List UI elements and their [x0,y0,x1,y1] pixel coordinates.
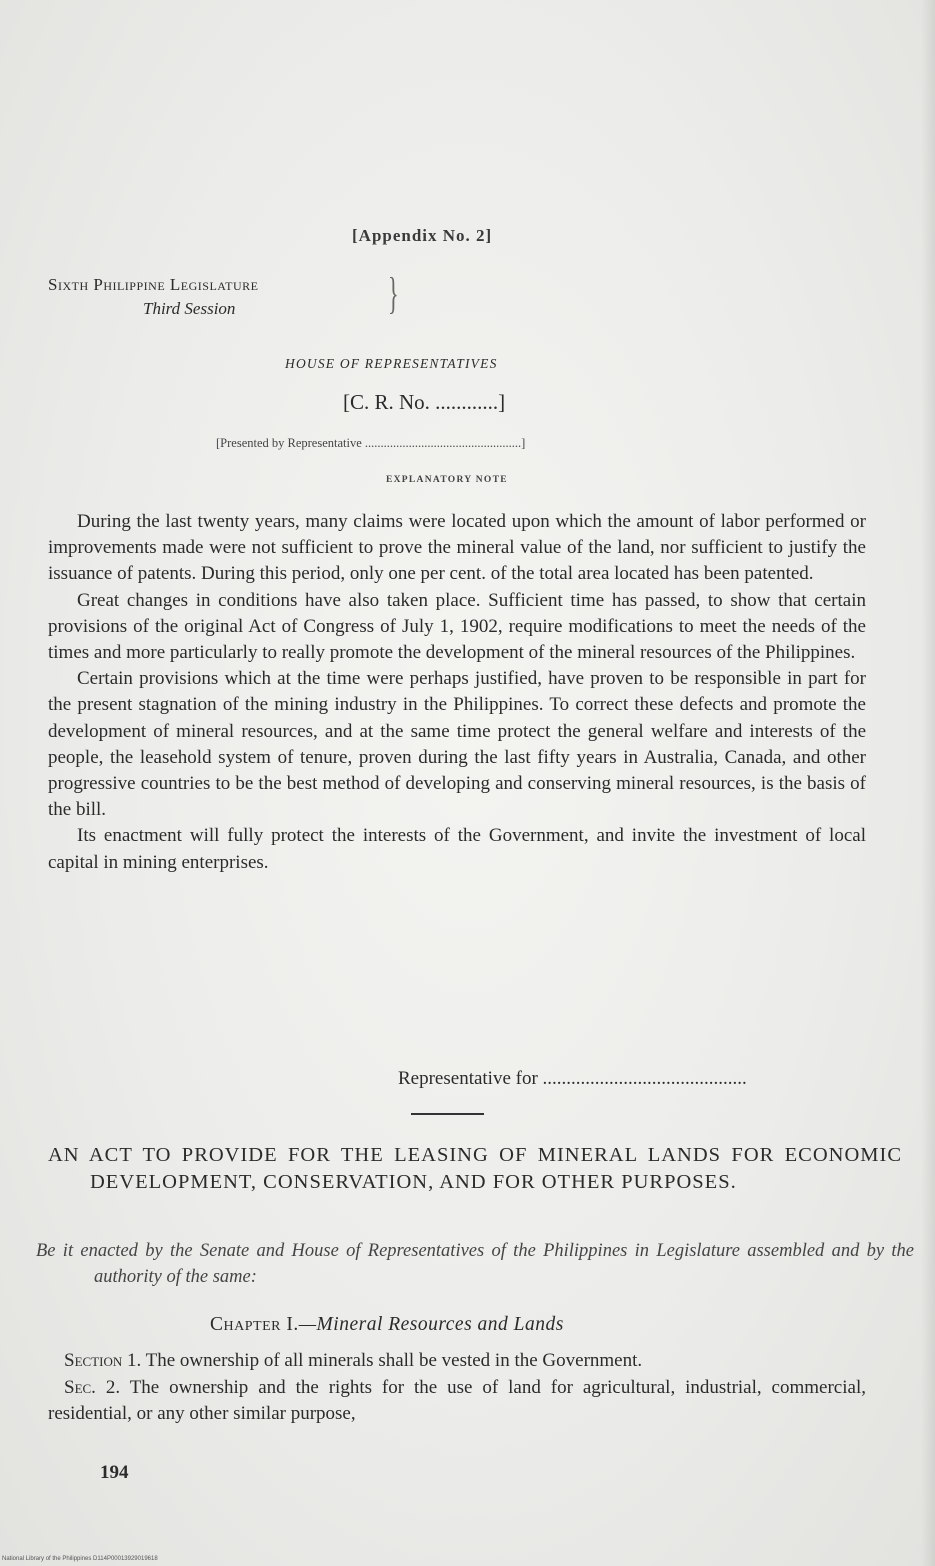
explanatory-paragraph: Great changes in conditions have also taken place. Sufficient time has passed, to show that certain provisions of the original Act of Congress of July 1, 1902, require modifications to meet the needs of the times and more particularly to really promote the development of the mineral resources of the Philippines. [48,589,866,664]
explanatory-paragraph: Certain provisions which at the time were perhaps justified, have proven to be responsible in part for the present stagnation of the mining industry in the Philippines. To correct these defects and promote the development of mineral resources, and at the same time protect the general welfare and interests of the people, the leasehold system of tenure, proven during the last fifty years in Australia, Canada, and other progressive countries to be the best method of developing and conserving mineral resources, is the basis of the bill. [48,668,866,821]
session-name: Third Session [143,299,236,318]
chapter-heading [210,1314,564,1336]
section-divider [411,1113,484,1115]
section-text: The ownership of all minerals shall be vested in the Government. [141,1350,643,1371]
section-label: Sec. 2. [64,1376,121,1398]
representative-signature: Representative for ........................................... [398,1068,747,1089]
right-brace-icon: } [388,269,399,318]
section-label: Section 1. [64,1350,142,1371]
section-paragraph [48,1348,866,1375]
act-title: AN ACT TO PROVIDE FOR THE LEASING OF MINERAL LANDS FOR ECONOMIC DEVELOPMENT, CONSERVATION, AND FOR OTHER PURPOSES. [48,1144,902,1193]
explanatory-note-heading: EXPLANATORY NOTE [386,475,508,485]
section-text: The ownership and the rights for the use of land for agricultural, industrial, commercial, residential, or any other similar purpose, [48,1376,866,1424]
archive-footer: National Library of the Philippines D114P00013929019618 [2,1556,158,1562]
appendix-label: [Appendix No. 2] [352,226,493,245]
chapter-title: —Mineral Resources and Lands [298,1314,564,1335]
section-paragraph [48,1375,866,1428]
explanatory-note-body [48,509,866,876]
cr-number: [C. R. No. ............] [343,390,506,414]
enacting-clause: Be it enacted by the Senate and House of Representatives of the Philippines in Legislature assembled and by the authority of the same: [36,1241,914,1287]
act-sections [48,1348,866,1428]
presented-by-line: [Presented by Representative ..................................................] [216,436,526,450]
legislature-name: Sixth Philippine Legislature [48,275,259,294]
house-heading: HOUSE OF REPRESENTATIVES [285,356,498,371]
explanatory-paragraph: Its enactment will fully protect the interests of the Government, and invite the investment of local capital in mining enterprises. [48,825,866,873]
explanatory-paragraph: During the last twenty years, many claims were located upon which the amount of labor performed or improvements made were not sufficient to prove the mineral value of the land, nor sufficient to justify the issuance of patents. During this period, only one per cent. of the total area located has been patented. [48,511,866,585]
page-edge-shadow [921,0,935,1566]
page-number: 194 [100,1462,129,1483]
chapter-label: Chapter I. [210,1314,299,1335]
